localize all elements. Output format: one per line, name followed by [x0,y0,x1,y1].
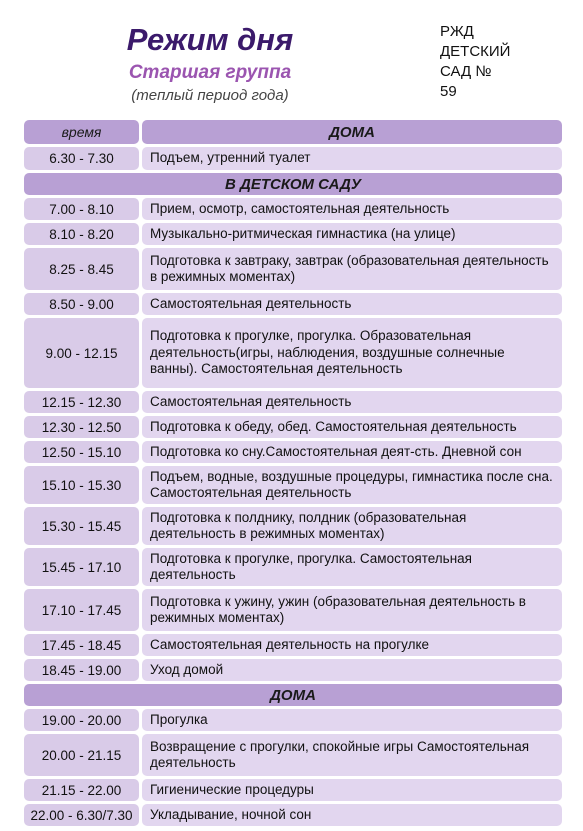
activity-cell: Подготовка к прогулке, прогулка. Самостоятельная деятельность [142,548,562,586]
time-cell: 6.30 - 7.30 [24,147,139,170]
activity-cell: Музыкально-ритмическая гимнастика (на улице) [142,223,562,245]
period-subtitle: (теплый период года) [131,87,289,104]
section-header-row [24,173,562,195]
section-header-kindergarten: В ДЕТСКОМ САДУ [24,173,562,195]
table-row [24,441,562,463]
table-row [24,659,562,681]
time-cell: 8.25 - 8.45 [24,248,139,290]
table-header-row [24,120,562,144]
time-cell: 15.10 - 15.30 [24,466,139,504]
group-subtitle: Старшая группа [128,62,292,83]
logo-line: ДЕТСКИЙ [440,43,511,60]
activity-cell: Укладывание, ночной сон [142,804,562,826]
time-cell: 18.45 - 19.00 [24,659,139,681]
table-row [24,734,562,776]
time-cell: 9.00 - 12.15 [24,318,139,388]
time-cell: 21.15 - 22.00 [24,779,139,801]
activity-cell: Гигиенические процедуры [142,779,562,801]
table-row [24,466,562,504]
time-cell: 15.30 - 15.45 [24,507,139,545]
activity-cell: Подъем, водные, воздушные процедуры, гимнастика после сна. Самостоятельная деятельность [142,466,562,504]
kindergarten-logo [440,22,511,102]
time-cell: 12.15 - 12.30 [24,391,139,413]
activity-cell: Самостоятельная деятельность на прогулке [142,634,562,656]
activity-cell: Подготовка к прогулке, прогулка. Образовательная деятельность(игры, наблюдения, воздушные солнечные ванны). Самостоятельная деятельность [142,318,562,388]
time-column-header: время [24,120,139,144]
activity-cell: Подготовка к завтраку, завтрак (образовательная деятельность в режимных моментах) [142,248,562,290]
time-cell: 7.00 - 8.10 [24,198,139,220]
table-row [24,293,562,315]
page-title: Режим дня [126,22,294,57]
activity-cell: Подготовка ко сну.Самостоятельная деят-сть. Дневной сон [142,441,562,463]
section-header-home: ДОМА [142,120,562,144]
schedule-table [24,120,562,829]
activity-cell: Самостоятельная деятельность [142,293,562,315]
table-row [24,147,562,170]
time-cell: 8.10 - 8.20 [24,223,139,245]
activity-cell: Подготовка к полднику, полдник (образовательная деятельность в режимных моментах) [142,507,562,545]
table-row [24,391,562,413]
activity-cell: Самостоятельная деятельность [142,391,562,413]
logo-line: САД № 59 [440,63,492,100]
time-cell: 15.45 - 17.10 [24,548,139,586]
table-row [24,507,562,545]
activity-cell: Подготовка к ужину, ужин (образовательная деятельность в режимных моментах) [142,589,562,631]
table-row [24,318,562,388]
table-row [24,709,562,731]
table-row [24,779,562,801]
activity-cell: Подъем, утренний туалет [142,147,562,170]
table-row [24,416,562,438]
activity-cell: Прогулка [142,709,562,731]
table-row [24,634,562,656]
section-header-home: ДОМА [24,684,562,706]
table-row [24,248,562,290]
time-cell: 17.10 - 17.45 [24,589,139,631]
time-cell: 17.45 - 18.45 [24,634,139,656]
activity-cell: Возвращение с прогулки, спокойные игры Самостоятельная деятельность [142,734,562,776]
activity-cell: Подготовка к обеду, обед. Самостоятельная деятельность [142,416,562,438]
table-row [24,548,562,586]
time-cell: 19.00 - 20.00 [24,709,139,731]
logo-line: РЖД [440,23,474,40]
time-cell: 12.30 - 12.50 [24,416,139,438]
table-row [24,589,562,631]
table-row [24,198,562,220]
section-header-row [24,684,562,706]
activity-cell: Уход домой [142,659,562,681]
time-cell: 22.00 - 6.30/7.30 [24,804,139,826]
table-row [24,804,562,826]
time-cell: 20.00 - 21.15 [24,734,139,776]
table-row [24,223,562,245]
activity-cell: Прием, осмотр, самостоятельная деятельность [142,198,562,220]
time-cell: 8.50 - 9.00 [24,293,139,315]
time-cell: 12.50 - 15.10 [24,441,139,463]
